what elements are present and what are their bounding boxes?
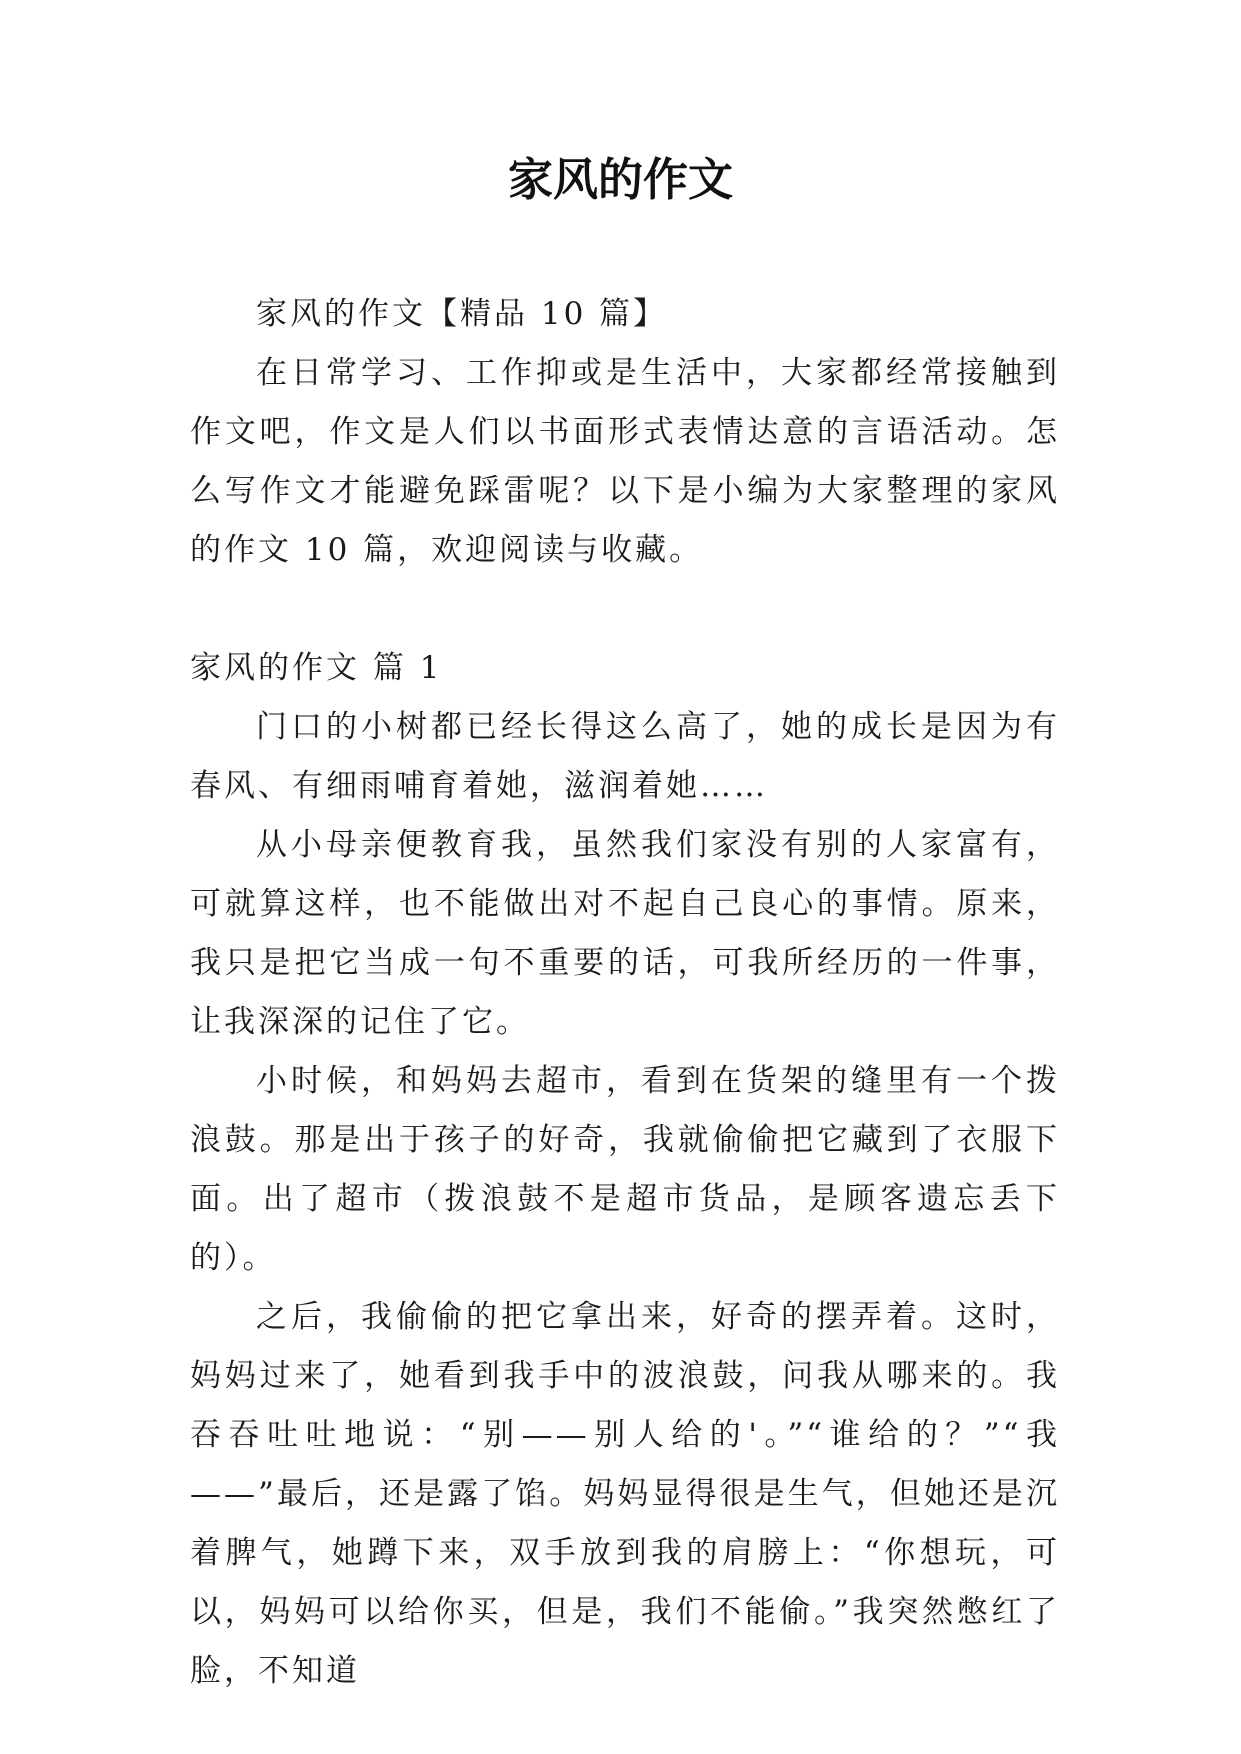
document-title: 家风的作文 bbox=[507, 153, 733, 206]
document-subtitle: 家风的作文【精品 10 篇】 bbox=[256, 296, 668, 332]
body-paragraph: 从小母亲便教育我，虽然我们家没有别的人家富有，可就算这样，也不能做出对不起自己良心的事情。原来，我只是把它当成一句不重要的话，可我所经历的一件事，让我深深的记住了它。 bbox=[190, 827, 1060, 1040]
body-paragraph: 之后，我偷偷的把它拿出来，好奇的摆弄着。这时，妈妈过来了，她看到我手中的波浪鼓，问我从哪来的。我吞吞吐吐地说：“别——别人给的'。”“谁给的？”“我——”最后，还是露了馅。妈妈显得很是生气，但她还是沉着脾气，她蹲下来，双手放到我的肩膀上：“你想玩，可以，妈妈可以给你买，但是，我们不能偷。”我突然憋红了脸，不知道 bbox=[190, 1299, 1060, 1689]
intro-paragraph: 在日常学习、工作抑或是生活中，大家都经常接触到作文吧，作文是人们以书面形式表情达意的言语活动。怎么写作文才能避免踩雷呢？以下是小编为大家整理的家风的作文 10 篇，欢迎阅读与收藏。 bbox=[190, 355, 1060, 568]
section-heading: 家风的作文 篇 1 bbox=[190, 650, 443, 686]
body-paragraph: 小时候，和妈妈去超市，看到在货架的缝里有一个拨浪鼓。那是出于孩子的好奇，我就偷偷把它藏到了衣服下面。出了超市（拨浪鼓不是超市货品，是顾客遗忘丢下的）。 bbox=[190, 1063, 1060, 1276]
document-body bbox=[190, 285, 1060, 1701]
body-paragraph: 门口的小树都已经长得这么高了，她的成长是因为有春风、有细雨哺育着她，滋润着她…… bbox=[190, 709, 1060, 804]
